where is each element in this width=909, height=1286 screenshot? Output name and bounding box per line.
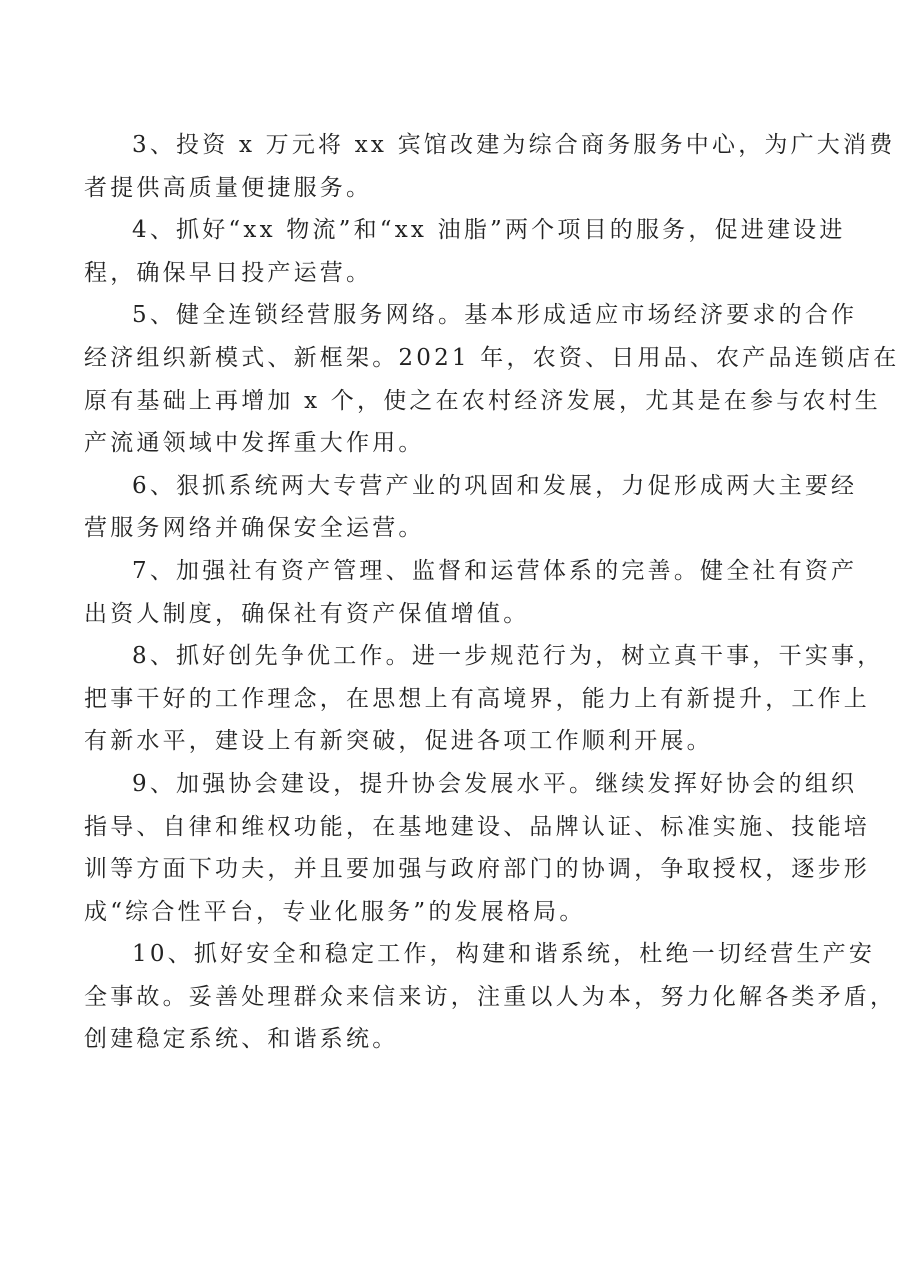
paragraph-line: 程，确保早日投产运营。 [84,259,373,286]
paragraph-line: 原有基础上再增加 x 个，使之在农村经济发展，尤其是在参与农村生 [84,387,881,414]
paragraph-line: 者提供高质量便捷服务。 [84,174,373,201]
paragraph-line: 训等方面下功夫，并且要加强与政府部门的协调，争取授权，逐步形 [84,856,870,883]
paragraph-item-3 [84,124,896,209]
paragraph-line: 10、抓好安全和稳定工作，构建和谐系统，杜绝一切经营生产安 [132,941,876,968]
paragraph-line: 创建稳定系统、和谐系统。 [84,1026,399,1053]
paragraph-line: 5、健全连锁经营服务网络。基本形成适应市场经济要求的合作 [132,302,858,329]
paragraph-line: 营服务网络并确保安全运营。 [84,515,425,542]
paragraph-line: 成“综合性平台，专业化服务”的发展格局。 [84,898,586,925]
document-body [84,124,900,1061]
paragraph-line: 指导、自律和维权功能，在基地建设、品牌认证、标准实施、技能培 [84,813,870,840]
paragraph-line: 7、加强社有资产管理、监督和运营体系的完善。健全社有资产 [132,557,858,584]
paragraph-item-10 [84,933,897,1061]
paragraph-line: 出资人制度，确保社有资产保值增值。 [84,600,530,627]
paragraph-line: 9、加强协会建设，提升协会发展水平。继续发挥好协会的组织 [132,770,858,797]
paragraph-line: 产流通领域中发挥重大作用。 [84,430,425,457]
paragraph-item-6 [84,465,858,550]
paragraph-line: 全事故。妥善处理群众来信来访，注重以人为本，努力化解各类矛盾， [84,983,897,1010]
paragraph-item-5 [84,294,900,464]
paragraph-item-8 [84,635,884,763]
paragraph-line: 把事干好的工作理念，在思想上有高境界，能力上有新提升，工作上 [84,685,870,712]
paragraph-line: 3、投资 x 万元将 xx 宾馆改建为综合商务服务中心，为广大消费 [132,132,896,158]
paragraph-item-4 [84,209,846,294]
paragraph-line: 8、抓好创先争优工作。进一步规范行为，树立真干事，干实事， [132,643,884,670]
paragraph-line: 6、狠抓系统两大专营产业的巩固和发展，力促形成两大主要经 [132,472,858,499]
paragraph-line: 经济组织新模式、新框架。2021 年，农资、日用品、农产品连锁店在 [84,344,900,371]
paragraph-line: 4、抓好“xx 物流”和“xx 油脂”两个项目的服务，促进建设进 [132,217,846,244]
paragraph-item-7 [84,550,858,635]
paragraph-line: 有新水平，建设上有新突破，促进各项工作顺利开展。 [84,728,713,755]
paragraph-item-9 [84,763,870,933]
